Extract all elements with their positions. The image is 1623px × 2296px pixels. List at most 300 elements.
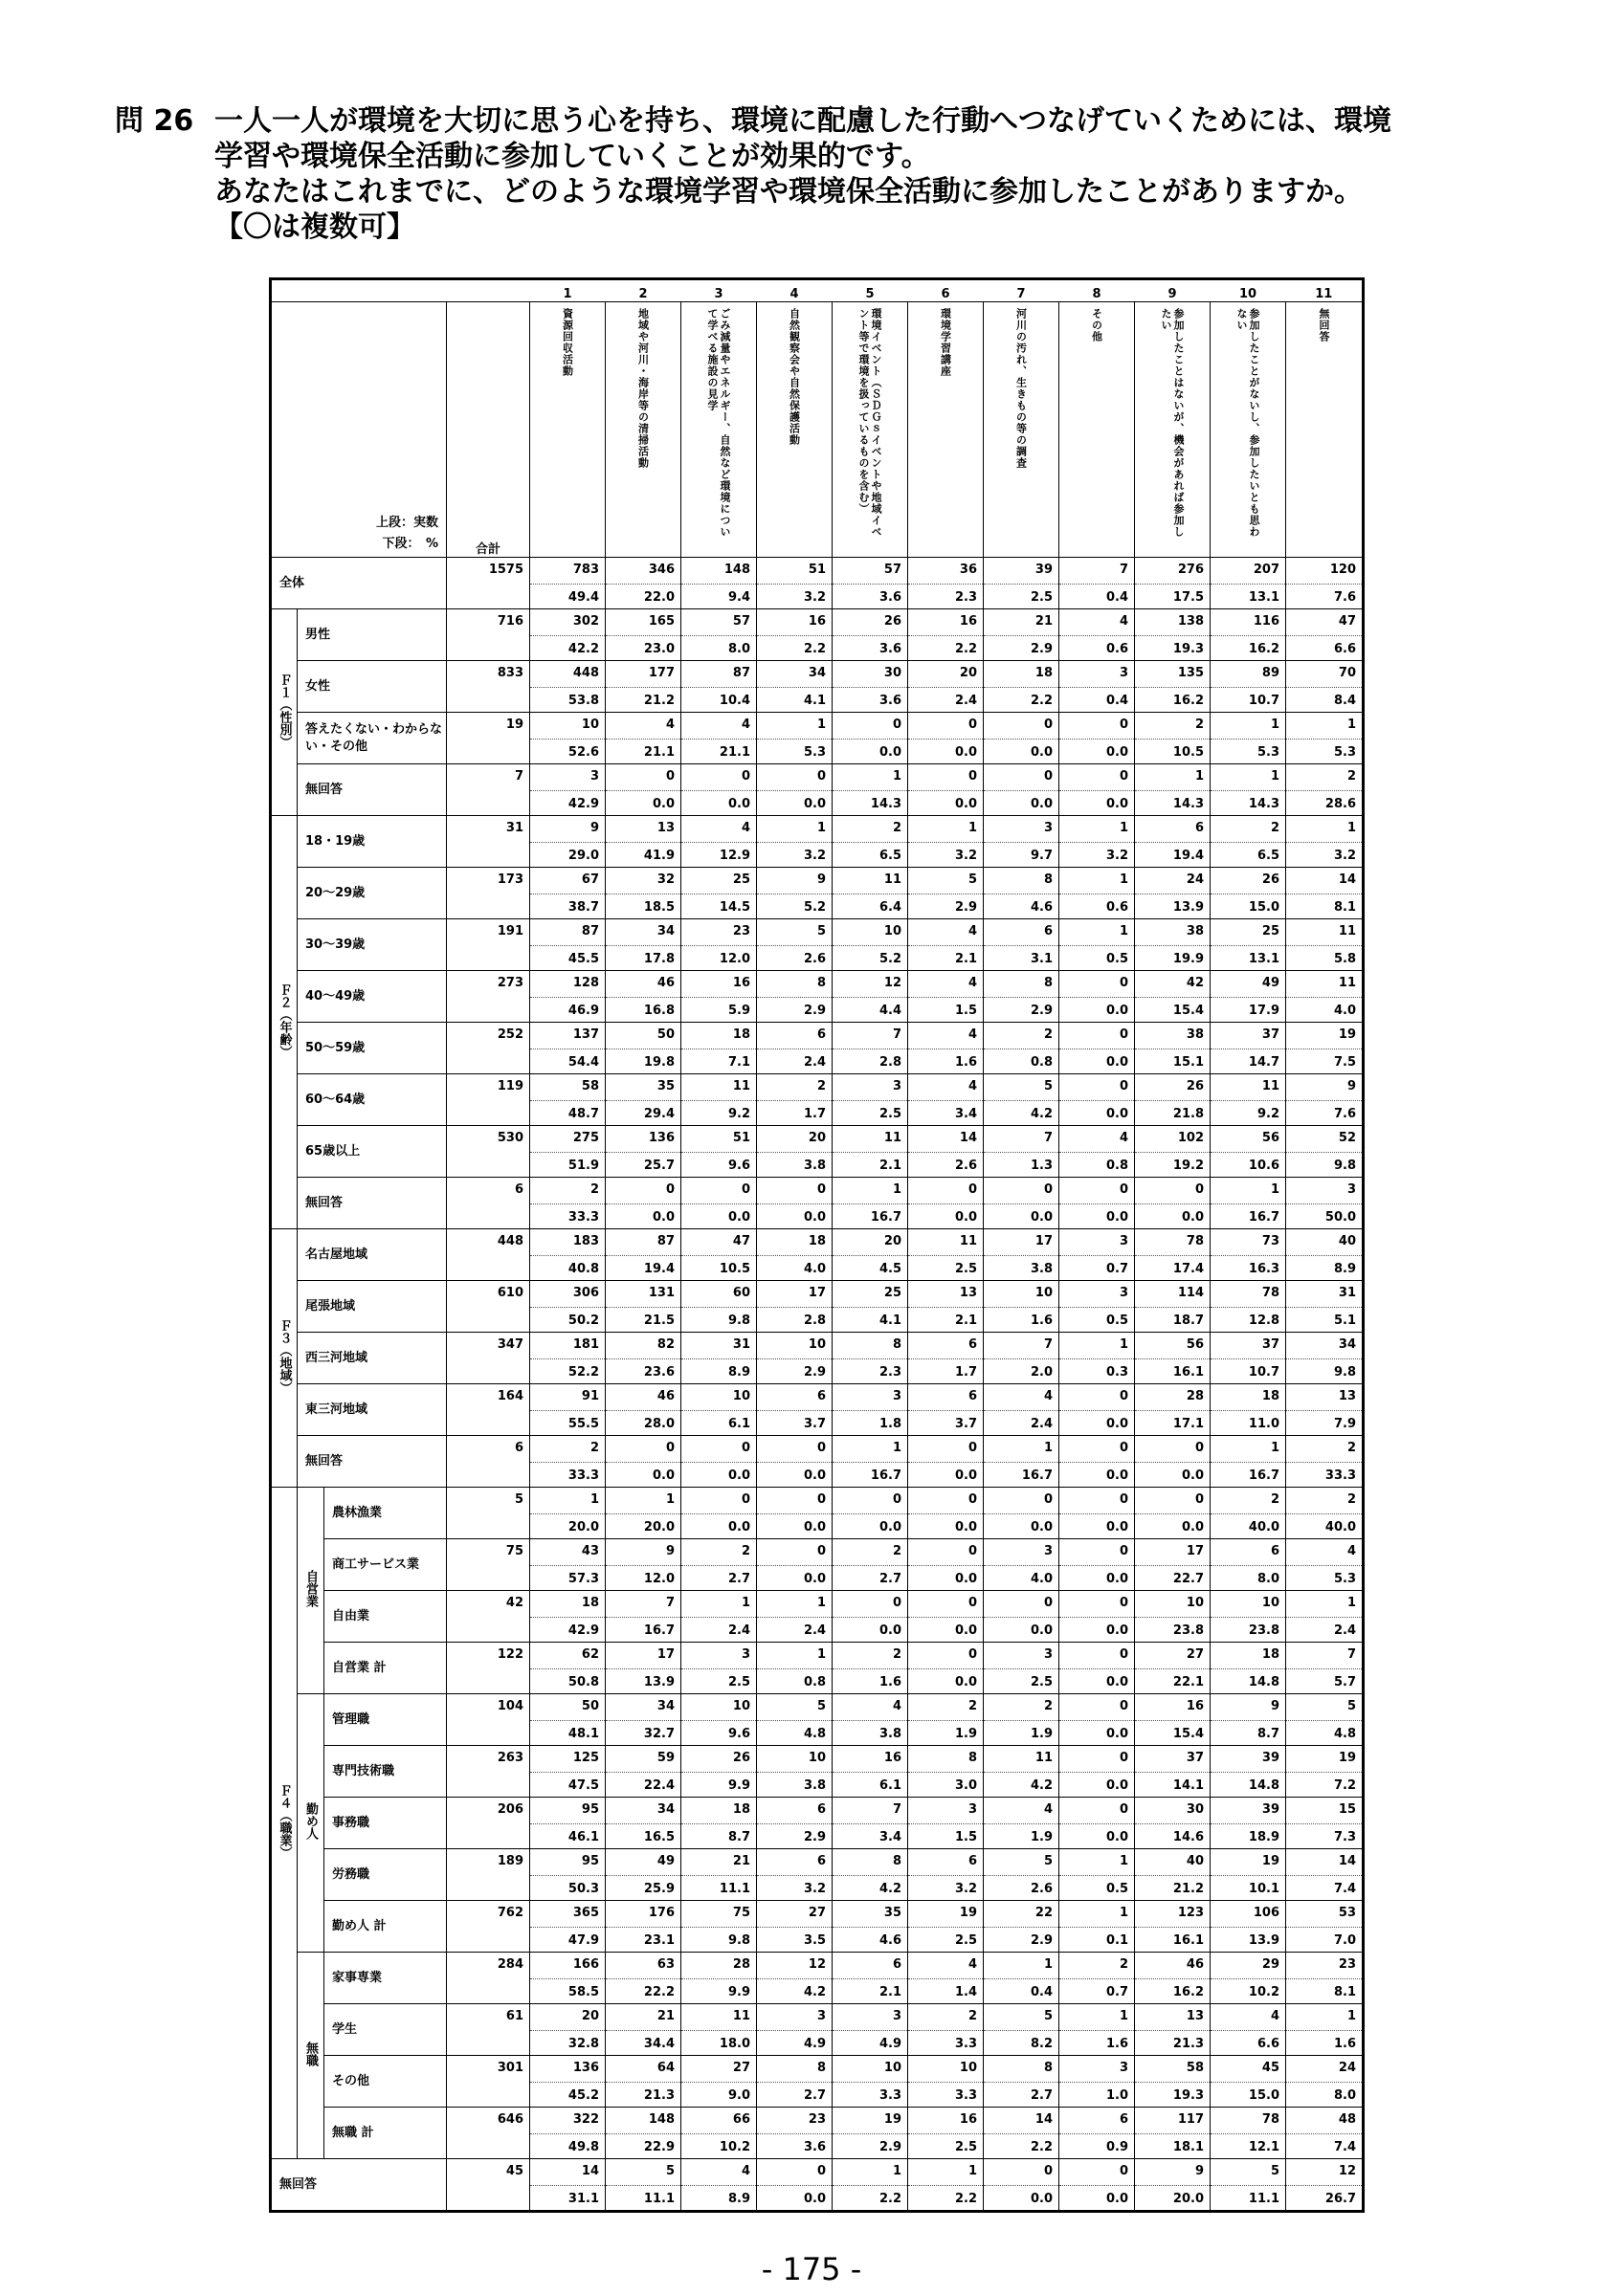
cell-divider [757,1565,832,1566]
cell-divider [984,1720,1058,1721]
table-row [271,1849,1364,1901]
cell-divider [530,1978,605,1979]
subgroup-label: 自営業 [303,1570,318,1607]
count-value: 6 [967,1389,977,1403]
percent-value: 16.7 [1248,1210,1279,1225]
percent-value: 0.0 [1181,1210,1204,1225]
percent-value: 0.0 [1105,1623,1128,1638]
percent-value: 3.3 [954,2037,977,2051]
count-value: 95 [581,1802,599,1817]
count-value: 5 [665,2164,675,2178]
cell-divider [908,635,983,636]
count-value: 6 [1194,821,1204,835]
cell-divider [530,1255,605,1256]
count-value: 22 [1034,1906,1053,1920]
cell-divider [833,1978,907,1979]
table-row [271,1436,1364,1488]
legend-upper: 上段：実数 [375,516,438,530]
percent-value: 7.5 [1333,1055,1356,1070]
data-cell [757,1746,833,1798]
count-value: 207 [1253,563,1279,577]
count-value: 1 [892,769,901,784]
count-value: 1 [1270,718,1279,732]
data-cell [1059,609,1135,661]
percent-value: 20.0 [643,1520,675,1534]
percent-value: 14.6 [1172,1830,1204,1844]
data-cell [681,1746,757,1798]
cell-divider [1211,1875,1285,1876]
table-row [271,1023,1364,1074]
percent-value: 2.9 [803,1004,826,1018]
percent-value: 42.9 [567,1623,599,1638]
total-cell [447,1126,530,1178]
cell-divider [1286,997,1362,998]
total-value: 122 [497,1647,523,1662]
data-cell [1286,1798,1364,1849]
count-value: 3 [1119,1234,1128,1248]
count-value: 73 [1261,1234,1279,1248]
percent-value: 47.9 [567,1933,599,1948]
percent-value: 19.8 [643,1055,675,1070]
cell-divider [984,1513,1058,1514]
data-cell [1059,1488,1135,1539]
cell-divider [606,1410,680,1411]
data-cell [1286,1281,1364,1333]
percent-value: 1.8 [878,1417,901,1431]
data-cell [757,661,833,713]
count-value: 1 [1043,1441,1053,1455]
cell-divider [606,1875,680,1876]
percent-value: 0.0 [1030,797,1053,811]
count-value: 0 [1119,1699,1128,1713]
percent-value: 0.0 [803,1520,826,1534]
count-value: 3 [967,1802,977,1817]
count-value: 7 [1043,1131,1053,1145]
percent-value: 3.8 [803,1778,826,1793]
count-value: 1 [1119,1906,1128,1920]
data-cell [681,609,757,661]
percent-value: 3.2 [954,1882,977,1896]
cell-divider [833,1720,907,1721]
count-value: 5 [1043,1079,1053,1093]
data-cell [530,1746,606,1798]
cell-divider [833,1100,907,1101]
percent-value: 5.1 [1333,1314,1356,1328]
data-cell [908,1074,984,1126]
count-value: 40 [1338,1234,1356,1248]
cell-divider [984,1823,1058,1824]
percent-value: 2.9 [954,900,977,915]
cell-divider [1059,739,1134,740]
count-value: 0 [967,1182,977,1197]
data-cell [1135,1384,1211,1436]
data-cell [1286,2056,1364,2108]
percent-value: 2.5 [1030,1675,1053,1689]
cell-divider [530,1668,605,1669]
cell-divider [833,790,907,791]
table-row [271,713,1364,764]
data-cell [1286,971,1364,1023]
total-cell [447,1281,530,1333]
row-label: 20～29歳 [298,868,447,919]
percent-value: 42.9 [567,797,599,811]
count-value: 11 [1034,1751,1053,1765]
count-value: 0 [1194,1182,1204,1197]
count-value: 1 [1043,1957,1053,1972]
percent-value: 2.3 [954,590,977,605]
percent-value: 14.8 [1248,1778,1279,1793]
data-cell [1135,558,1211,609]
percent-value: 14.7 [1248,1055,1279,1070]
count-value: 14 [581,2164,599,2178]
data-cell [1059,868,1135,919]
percent-value: 6.1 [878,1778,901,1793]
count-value: 27 [1186,1647,1204,1662]
percent-value: 53.8 [567,694,599,708]
count-value: 0 [1119,718,1128,732]
cell-divider [681,997,756,998]
column-number-row [271,279,1364,302]
count-value: 166 [572,1957,599,1972]
data-cell [1286,1074,1364,1126]
count-value: 3 [892,2009,901,2023]
data-cell [530,609,606,661]
cell-divider [1211,739,1285,740]
percent-value: 17.4 [1172,1262,1204,1276]
row-label: 労務職 [324,1849,447,1901]
cell-divider [757,1203,832,1204]
data-cell [606,2159,681,2212]
count-value: 10 [732,1389,750,1403]
count-value: 14 [1338,1854,1356,1868]
percent-value: 3.2 [1333,849,1356,863]
data-cell [984,609,1059,661]
cell-divider [681,1203,756,1204]
count-value: 60 [732,1286,750,1300]
count-value: 148 [723,563,750,577]
data-cell [757,1849,833,1901]
cell-divider [1211,1772,1285,1773]
data-cell [1059,2108,1135,2159]
count-value: 4 [665,718,675,732]
data-cell [908,2004,984,2056]
total-value: 61 [505,2009,523,2023]
data-cell [908,1798,984,1849]
count-value: 37 [1261,1027,1279,1042]
count-value: 135 [1177,666,1204,680]
data-cell [757,1384,833,1436]
percent-value: 0.0 [727,797,750,811]
cell-divider [606,997,680,998]
count-value: 0 [1119,1751,1128,1765]
count-value: 37 [1186,1751,1204,1765]
data-cell [1286,713,1364,764]
data-cell [908,558,984,609]
cell-divider [984,2133,1058,2134]
count-value: 70 [1338,666,1356,680]
data-cell [1059,2056,1135,2108]
percent-value: 4.2 [1030,1107,1053,1121]
cell-divider [908,997,983,998]
table-row [271,1901,1364,1953]
count-value: 10 [808,1751,826,1765]
percent-value: 8.9 [727,2192,750,2206]
data-cell [606,1694,681,1746]
percent-value: 0.0 [1105,1107,1128,1121]
percent-value: 18.9 [1248,1830,1279,1844]
data-cell [530,661,606,713]
cell-divider [908,687,983,688]
count-value: 8 [967,1751,977,1765]
cell-divider [833,584,907,585]
data-cell [833,661,908,713]
data-cell [1135,609,1211,661]
cell-divider [908,2030,983,2031]
count-value: 11 [883,1131,901,1145]
data-cell [833,2108,908,2159]
data-cell [606,1333,681,1384]
cell-divider [530,1152,605,1153]
count-value: 8 [1043,976,1053,990]
count-value: 0 [1043,2164,1053,2178]
cell-divider [681,1823,756,1824]
cell-divider [1059,842,1134,843]
cell-divider [908,945,983,946]
percent-value: 0.0 [1105,745,1128,760]
count-value: 177 [648,666,675,680]
count-value: 21 [656,2009,675,2023]
cell-divider [1211,1720,1285,1721]
percent-value: 7.3 [1333,1830,1356,1844]
count-value: 20 [959,666,977,680]
percent-value: 9.8 [727,1314,750,1328]
data-cell [1286,1953,1364,2004]
percent-value: 2.4 [1030,1417,1053,1431]
count-value: 87 [732,666,750,680]
count-value: 6 [892,1957,901,1972]
data-cell [908,1953,984,2004]
count-value: 1 [967,2164,977,2178]
data-cell [606,1488,681,1539]
data-cell [908,661,984,713]
count-value: 40 [1186,1854,1204,1868]
percent-value: 1.0 [1105,2088,1128,2103]
percent-value: 14.8 [1248,1675,1279,1689]
percent-value: 0.1 [1105,1933,1128,1948]
cell-divider [1211,945,1285,946]
cell-divider [1286,1617,1362,1618]
cell-divider [530,1462,605,1463]
row-label: 無回答 [298,1436,447,1488]
data-cell [1211,1849,1286,1901]
cell-divider [757,739,832,740]
cell-divider [833,997,907,998]
data-cell [1211,1281,1286,1333]
total-value: 347 [497,1337,523,1352]
data-cell [757,1953,833,2004]
percent-value: 21.1 [719,745,750,760]
count-value: 0 [816,769,826,784]
data-cell [530,1023,606,1074]
data-cell [833,558,908,609]
data-cell [1135,1023,1211,1074]
cell-divider [757,2082,832,2083]
cell-divider [606,1823,680,1824]
data-cell [1211,1126,1286,1178]
count-value: 2 [1194,718,1204,732]
count-value: 302 [572,614,599,629]
data-cell [1286,1746,1364,1798]
data-cell [681,1643,757,1694]
data-cell [1286,2159,1364,2212]
count-value: 30 [1186,1802,1204,1817]
count-value: 26 [732,1751,750,1765]
cell-divider [1059,1358,1134,1359]
count-value: 19 [1338,1027,1356,1042]
percent-value: 0.0 [1030,1520,1053,1534]
data-cell [530,1591,606,1643]
data-cell [681,1074,757,1126]
count-value: 8 [1043,2061,1053,2075]
subgroup-label-cell [298,1488,324,1694]
count-value: 10 [959,2061,977,2075]
cell-divider [681,1410,756,1411]
percent-value: 45.5 [567,952,599,966]
data-cell [681,764,757,816]
count-value: 0 [816,1441,826,1455]
cell-divider [1135,2185,1210,2186]
percent-value: 40.0 [1248,1520,1279,1534]
total-cell [447,1436,530,1488]
data-cell [1135,764,1211,816]
count-value: 37 [1261,1337,1279,1352]
row-label: 専門技術職 [324,1746,447,1798]
count-value: 49 [656,1854,675,1868]
cell-divider [681,790,756,791]
table-row [271,2108,1364,2159]
percent-value: 52.2 [567,1365,599,1380]
data-cell [908,1488,984,1539]
data-cell [757,1333,833,1384]
data-cell [757,1281,833,1333]
percent-value: 10.5 [719,1262,750,1276]
percent-value: 32.7 [643,1727,675,1741]
percent-value: 2.1 [878,1985,901,1999]
data-cell [530,1178,606,1229]
data-cell [833,1333,908,1384]
cell-divider [681,1927,756,1928]
cell-divider [1135,842,1210,843]
data-cell [1211,661,1286,713]
total-value: 164 [497,1389,523,1403]
total-cell [447,2159,530,2212]
data-cell [984,713,1059,764]
data-cell [1211,868,1286,919]
percent-value: 3.4 [954,1107,977,1121]
data-cell [530,919,606,971]
cell-divider [681,842,756,843]
data-cell [1059,1539,1135,1591]
percent-value: 8.7 [727,1830,750,1844]
count-value: 2 [589,1441,599,1455]
count-value: 10 [732,1699,750,1713]
question-line: 学習や環境保全活動に参加していくことが効果的です。 [214,140,930,173]
cell-divider [530,1720,605,1721]
percent-value: 0.0 [1181,1520,1204,1534]
data-cell [984,816,1059,868]
data-cell [908,1281,984,1333]
total-cell [447,1488,530,1539]
count-value: 16 [808,614,826,629]
count-value: 1 [1119,872,1128,887]
data-cell [530,1643,606,1694]
cell-divider [681,1152,756,1153]
cell-divider [833,1875,907,1876]
cell-divider [833,687,907,688]
count-value: 11 [959,1234,977,1248]
total-cell [447,2056,530,2108]
percent-value: 1.6 [1333,2037,1356,2051]
count-value: 18 [1261,1647,1279,1662]
cell-divider [606,1565,680,1566]
data-cell [984,1126,1059,1178]
count-value: 10 [1034,1286,1053,1300]
cell-divider [606,1668,680,1669]
data-cell [833,2056,908,2108]
data-cell [757,1178,833,1229]
table-row [271,1539,1364,1591]
data-cell [1286,816,1364,868]
percent-value: 3.2 [803,590,826,605]
data-cell [1286,1384,1364,1436]
percent-value: 6.4 [878,900,901,915]
data-cell [530,2004,606,2056]
table-row [271,1384,1364,1436]
percent-value: 20.0 [567,1520,599,1534]
cell-divider [908,1720,983,1721]
percent-value: 0.5 [1105,952,1128,966]
count-value: 117 [1177,2112,1204,2127]
percent-value: 4.6 [878,1933,901,1948]
count-value: 3 [1119,2061,1128,2075]
data-cell [1059,1694,1135,1746]
count-value: 0 [1043,718,1053,732]
cell-divider [1286,1410,1362,1411]
data-cell [833,816,908,868]
percent-value: 14.5 [719,900,750,915]
data-cell [681,919,757,971]
percent-value: 0.3 [1105,1365,1128,1380]
cell-divider [833,1152,907,1153]
count-value: 16 [959,2112,977,2127]
cell-divider [681,2082,756,2083]
total-value: 42 [505,1596,523,1610]
count-value: 10 [1261,1596,1279,1610]
percent-value: 0.0 [1105,1778,1128,1793]
data-cell [757,2159,833,2212]
data-cell [606,1539,681,1591]
count-value: 2 [967,1699,977,1713]
cell-divider [1286,1875,1362,1876]
percent-value: 8.9 [727,1365,750,1380]
percent-value: 2.5 [954,2140,977,2154]
count-value: 24 [1338,2061,1356,2075]
data-cell [1286,1333,1364,1384]
percent-value: 7.6 [1333,590,1356,605]
count-value: 3 [741,1647,750,1662]
count-value: 6 [967,1854,977,1868]
cell-divider [1135,1410,1210,1411]
